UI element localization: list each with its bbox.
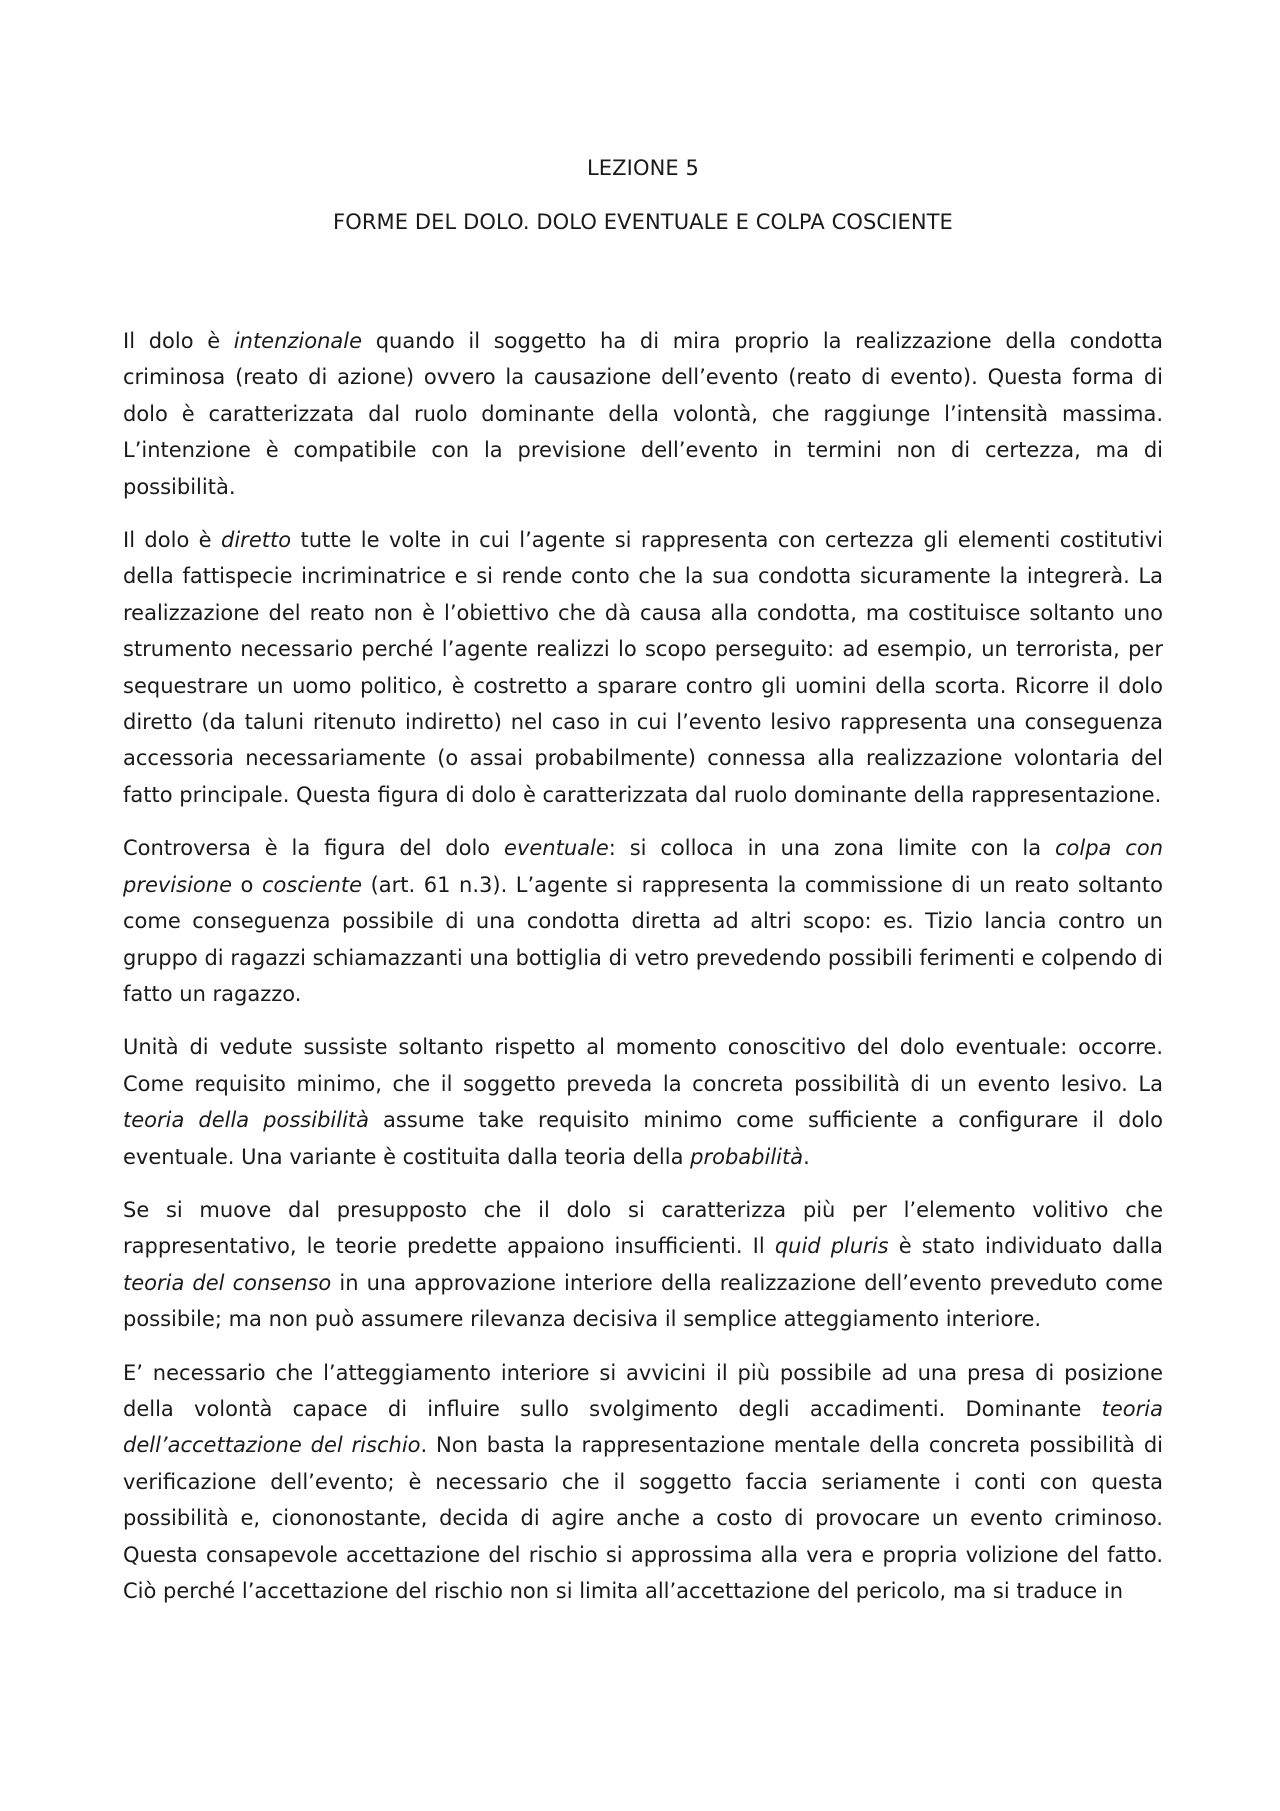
text-run: .: [803, 1144, 810, 1169]
italic-term: probabilità: [690, 1144, 804, 1169]
italic-term: teoria del consenso: [123, 1270, 332, 1295]
italic-term: cosciente: [261, 872, 363, 897]
text-run: Unità di vedute sussiste soltanto rispetto al momento conoscitivo del dolo eventuale: occorre. Come requisito minimo, che il soggetto preveda la concreta possibilità di un evento lesivo. La: [123, 1035, 1163, 1096]
italic-term: teoria della possibilità: [123, 1108, 370, 1133]
text-run: o: [232, 872, 262, 897]
body-text: [123, 323, 1163, 1609]
italic-term: teoria dell’accettazione del rischio: [123, 1396, 1163, 1458]
text-run: in una approvazione interiore della realizzazione dell’evento preveduto come possibile; ma non può assumere rilevanza decisiva il semplice atteggiamento interiore.: [123, 1270, 1164, 1332]
paragraph: [123, 323, 1163, 505]
text-run: E’ necessario che l’atteggiamento interiore si avvicini il più possibile ad una presa di posizione della volontà capace di influire sullo svolgimento degli accadimenti. Dominante: [123, 1360, 1163, 1421]
paragraph: [123, 522, 1163, 813]
italic-term: eventuale: [504, 836, 609, 861]
text-run: . Non basta la rappresentazione mentale della concreta possibilità di verificazione dell’evento; è necessario che il soggetto faccia seriamente i conti con questa possibilità e, ciononostante, decida di agire anche a costo di provocare un evento criminoso. Questa consapevole accettazione del rischio si approssima alla vera e propria volizione del fatto. Ciò perché l’accettazione del rischio non si limita all’accettazione del pericolo, ma si traduce in: [123, 1433, 1163, 1603]
text-run: è stato individuato dalla: [888, 1234, 1163, 1259]
text-run: Se si muove dal presupposto che il dolo si caratterizza più per l’elemento volitivo che rappresentativo, le teorie predette appaiono insufficienti. Il: [123, 1197, 1163, 1259]
paragraph: [123, 1355, 1163, 1610]
text-run: : si colloca in una zona limite con la: [608, 836, 1055, 861]
paragraph: [123, 1029, 1163, 1175]
text-run: tutte le volte in cui l’agente si rappresenta con certezza gli elementi costitutivi della fattispecie incriminatrice e si rende conto che la sua condotta sicuramente la integrerà. La realizzazione del reato non è l’obiettivo che dà causa alla condotta, ma costituisce soltanto uno strumento necessario perché l’agente realizzi lo scopo perseguito: ad esempio, un terrorista, per sequestrare un uomo politico, è costretto a sparare contro gli uomini della scorta. Ricorre il dolo diretto (da taluni ritenuto indiretto) nel caso in cui l’evento lesivo rappresenta una conseguenza accessoria necessariamente (o assai probabilmente) connessa alla realizzazione volontaria del fatto principale. Questa figura di dolo è caratterizzata dal ruolo dominante della rappresentazione.: [123, 528, 1163, 807]
lesson-heading: LEZIONE 5: [587, 156, 699, 180]
italic-term: intenzionale: [233, 329, 363, 353]
italic-term: colpa con previsione: [123, 836, 1164, 897]
page-title: FORME DEL DOLO. DOLO EVENTUALE E COLPA COSCIENTE: [333, 210, 953, 234]
text-run: Il dolo è: [123, 528, 222, 553]
text-run: Il dolo è: [123, 329, 234, 353]
text-run: assume take requisito minimo come sufficiente a configurare il dolo eventuale. Una variante è costituita dalla teoria della: [123, 1108, 1163, 1169]
italic-term: diretto: [221, 528, 292, 553]
italic-term: quid pluris: [774, 1234, 889, 1259]
paragraph: [123, 1192, 1163, 1338]
text-run: quando il soggetto ha di mira proprio la realizzazione della condotta criminosa (reato di azione) ovvero la causazione dell’evento (reato di evento). Questa forma di dolo è caratterizzata dal ruolo dominante della volontà, che raggiunge l’intensità massima. L’intenzione è compatibile con la previsione dell’evento in termini non di certezza, ma di possibilità.: [123, 329, 1163, 499]
paragraph: [123, 830, 1163, 1012]
text-run: Controversa è la figura del dolo: [123, 836, 505, 861]
text-run: (art. 61 n.3). L’agente si rappresenta la commissione di un reato soltanto come conseguenza possibile di una condotta diretta ad altri scopo: es. Tizio lancia contro un gruppo di ragazzi schiamazzanti una bottiglia di vetro prevedendo possibili ferimenti e colpendo di fatto un ragazzo.: [123, 872, 1163, 1006]
